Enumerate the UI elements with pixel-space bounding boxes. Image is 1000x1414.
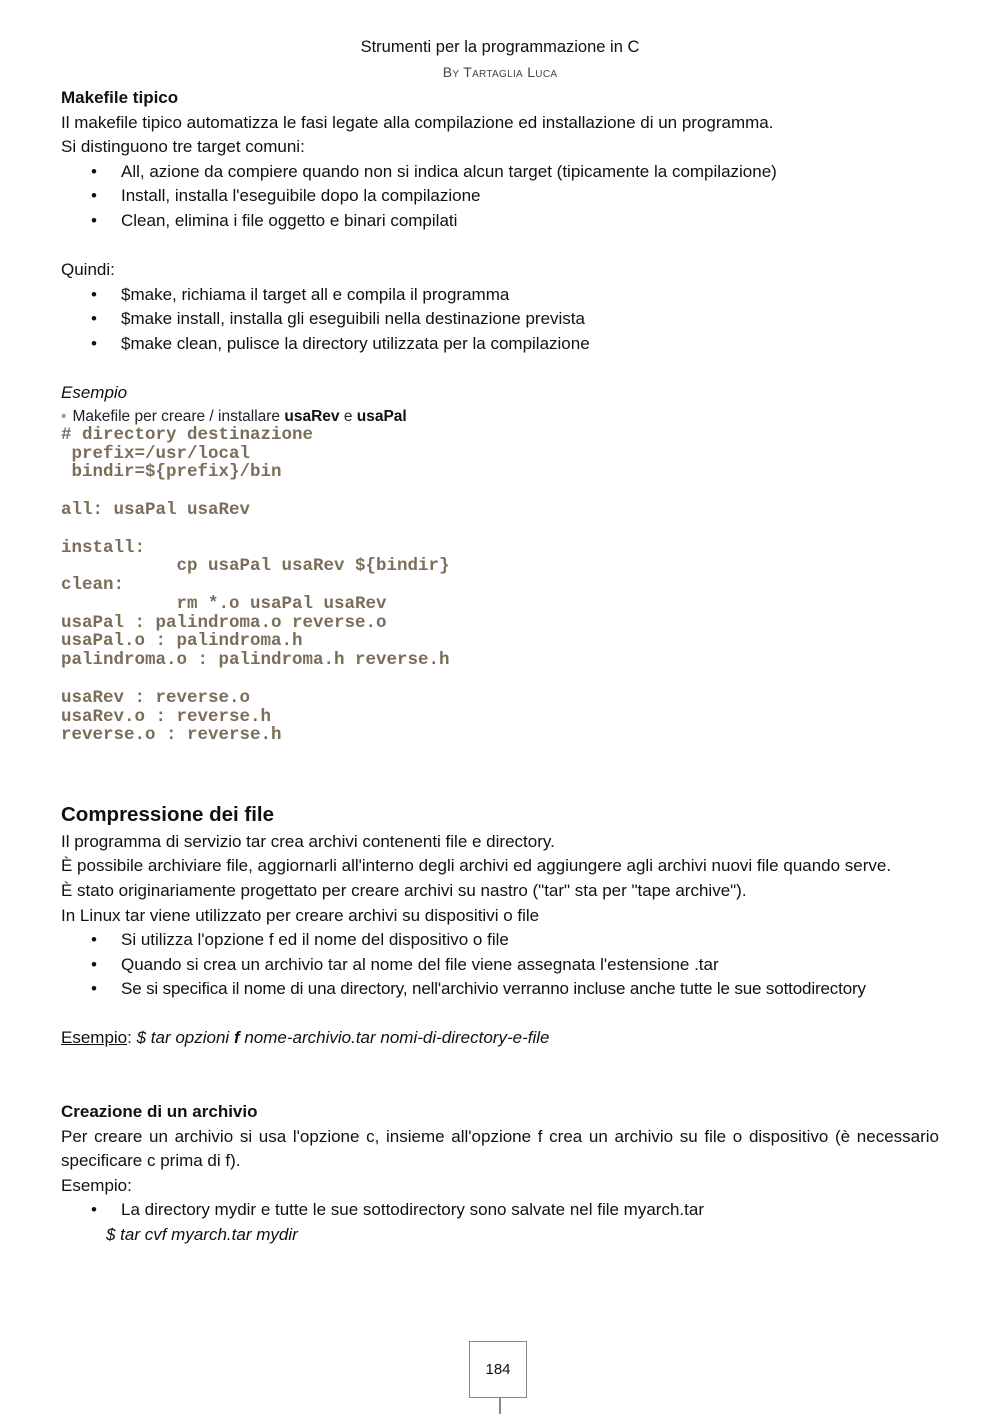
list-item-text: $make clean, pulisce la directory utilizzata per la compilazione [121, 333, 590, 353]
bullet-icon: • [91, 1200, 97, 1220]
list-item [61, 307, 939, 332]
makefile-example-image [61, 408, 939, 753]
list-item [61, 283, 939, 308]
bullet-icon: • [91, 333, 97, 353]
list-item [61, 1198, 939, 1223]
page-content [61, 86, 939, 1248]
bullet-icon: • [91, 954, 97, 974]
example-cmd-post: nome-archivio.tar nomi-di-directory-e-file [239, 1028, 550, 1048]
list-item [61, 332, 939, 357]
tar-options-list [61, 928, 939, 1002]
makefile-code: # directory destinazione prefix=/usr/local bindir=${prefix}/bin all: usaPal usaRev install: cp usaPal usaRev ${bindir} clean: rm *.o usaPal usaRev usaPal : palindroma.o reverse.o usaPal.o : palindroma.h palindroma.o : palindroma.h reverse.h usaRev : reverse.o usaRev.o : reverse.h reverse.o : reverse.h [61, 424, 450, 746]
list-item [61, 209, 939, 234]
example-label-underlined: Esempio [61, 1028, 128, 1048]
example-cmd-pre: $ tar opzioni [136, 1028, 234, 1048]
list-item [61, 160, 939, 185]
caption-bold-usapal: usaPal [356, 407, 407, 425]
list-item-text: $make install, installa gli eseguibili nella destinazione prevista [121, 309, 585, 329]
example-label: Esempio [61, 383, 128, 403]
commands-list [61, 283, 939, 357]
page-number-connector [499, 1398, 501, 1414]
page-number: 184 [469, 1341, 527, 1398]
quindi-label: Quindi: [61, 260, 115, 280]
list-item-text: Si utilizza l'opzione f ed il nome del dispositivo o file [121, 930, 509, 950]
list-item-text: Quando si crea un archivio tar al nome del file viene assegnata l'estensione .tar [121, 954, 719, 974]
list-item-text: Install, installa l'eseguibile dopo la compilazione [121, 186, 481, 206]
bullet-icon: • [91, 186, 97, 206]
caption-text: Makefile per creare / installare [72, 407, 285, 425]
caption-bold-usarev: usaRev [284, 407, 340, 425]
compression-p3: È stato originariamente progettato per creare archivi su nastro ("tar" sta per "tape archive"). [61, 880, 747, 900]
bullet-icon: • [91, 284, 97, 304]
list-item [61, 928, 939, 953]
bullet-icon: • [91, 979, 97, 999]
running-header-title: Strumenti per la programmazione in C [360, 38, 640, 56]
bullet-icon: • [91, 309, 97, 329]
code-caption [61, 408, 939, 426]
example-cmd-bold: f [233, 1028, 240, 1048]
makefile-intro: Il makefile tipico automatizza le fasi legate alla compilazione ed installazione di un programma. [61, 112, 774, 132]
example-sep: : [127, 1028, 137, 1048]
section-heading-makefile: Makefile tipico [61, 88, 179, 107]
creation-example-label: Esempio: [61, 1175, 132, 1195]
list-item-text: All, azione da compiere quando non si indica alcun target (tipicamente la compilazione) [121, 161, 777, 181]
running-header-author: By Tartaglia Luca [442, 64, 558, 80]
list-item-text: La directory mydir e tutte le sue sottodirectory sono salvate nel file myarch.tar [121, 1200, 704, 1220]
targets-intro: Si distinguono tre target comuni: [61, 137, 305, 157]
compression-p1: Il programma di servizio tar crea archivi contenenti file e directory. [61, 831, 555, 851]
creation-list [61, 1198, 939, 1223]
targets-list [61, 160, 939, 234]
caption-text-mid: e [339, 407, 357, 425]
creation-p1: Per creare un archivio si usa l'opzione c, insieme all'opzione f crea un archivio su file o dispositivo (è necessario specificare c prima di f). [61, 1126, 939, 1171]
caption-bullet-icon: • [61, 407, 67, 425]
compression-p4: In Linux tar viene utilizzato per creare archivi su dispositivi o file [61, 905, 540, 925]
list-item [61, 184, 939, 209]
list-item-text: Clean, elimina i file oggetto e binari compilati [121, 210, 458, 230]
bullet-icon: • [91, 930, 97, 950]
list-item-text: $make, richiama il target all e compila il programma [121, 284, 510, 304]
bullet-icon: • [91, 210, 97, 230]
tar-example [61, 1026, 939, 1051]
bullet-icon: • [91, 161, 97, 181]
section-heading-compression: Compressione dei file [61, 802, 275, 826]
compression-p2: È possibile archiviare file, aggiornarli all'interno degli archivi ed aggiungere agli archivi nuovi file quando serve. [61, 856, 892, 876]
list-item [61, 977, 939, 1002]
list-item-text: Se si specifica il nome di una directory, nell'archivio verranno incluse anche tutte le sue sottodirectory [121, 979, 866, 999]
creation-command: $ tar cvf myarch.tar mydir [106, 1225, 298, 1245]
section-heading-creation: Creazione di un archivio [61, 1102, 258, 1122]
list-item [61, 953, 939, 978]
